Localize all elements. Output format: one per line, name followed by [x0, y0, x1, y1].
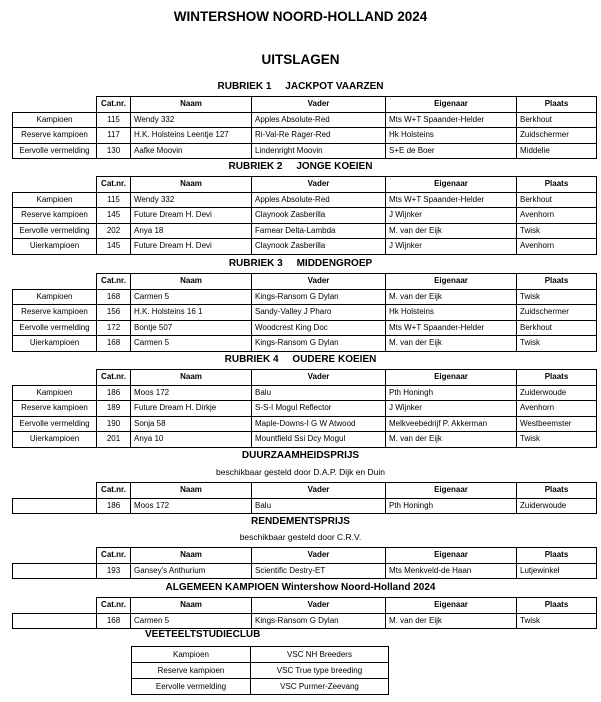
name-cell: Anya 10 [131, 432, 252, 448]
catnr-cell: 130 [97, 143, 131, 159]
name-cell: Moos 172 [131, 385, 252, 401]
column-header: Naam [131, 370, 252, 386]
catnr-cell: 172 [97, 320, 131, 336]
name-cell: Future Dream H. Dirkje [131, 401, 252, 417]
place-cell: Zuidschermer [517, 128, 597, 144]
table-row [13, 416, 597, 432]
column-header: Eigenaar [386, 274, 517, 290]
award-cell: Eervolle vermelding [13, 320, 97, 336]
sire-cell: Claynook Zasberilla [252, 239, 386, 255]
header-blank-cell [13, 548, 97, 564]
column-header: Plaats [517, 548, 597, 564]
column-header: Plaats [517, 97, 597, 113]
column-header: Vader [252, 598, 386, 614]
header-blank-cell [13, 598, 97, 614]
name-cell: Carmen 5 [131, 336, 252, 352]
club-name-cell: VSC Purmer-Zeevang [251, 679, 389, 695]
table-row [13, 239, 597, 255]
sire-cell: S-S-I Mogul Reflector [252, 401, 386, 417]
column-header: Plaats [517, 274, 597, 290]
place-cell: Lutjewinkel [517, 563, 597, 579]
table-row [13, 143, 597, 159]
name-cell: Carmen 5 [131, 613, 252, 629]
award-cell: Reserve kampioen [13, 305, 97, 321]
place-cell: Twisk [517, 613, 597, 629]
results-table [12, 369, 597, 448]
column-header: Vader [252, 274, 386, 290]
name-cell: H.K. Holsteins Leentje 127 [131, 128, 252, 144]
catnr-cell: 168 [97, 336, 131, 352]
catnr-cell: 145 [97, 208, 131, 224]
column-header: Cat.nr. [97, 177, 131, 193]
results-table [12, 96, 597, 159]
club-name-cell: VSC NH Breeders [251, 647, 389, 663]
owner-cell: Mts W+T Spaander-Helder [386, 112, 517, 128]
column-header: Naam [131, 97, 252, 113]
section-heading: RUBRIEK 4 OUDERE KOEIEN [224, 354, 377, 365]
owner-cell: M. van der Eijk [386, 289, 517, 305]
owner-cell: M. van der Eijk [386, 223, 517, 239]
catnr-cell: 190 [97, 416, 131, 432]
column-header: Cat.nr. [97, 274, 131, 290]
column-header: Naam [131, 177, 252, 193]
catnr-cell: 202 [97, 223, 131, 239]
section-heading: DUURZAAMHEIDSPRIJS [241, 450, 360, 461]
catnr-cell: 193 [97, 563, 131, 579]
club-award-cell: Reserve kampioen [132, 663, 251, 679]
sire-cell: Balu [252, 385, 386, 401]
table-row [13, 305, 597, 321]
table-row [13, 192, 597, 208]
section-heading: RUBRIEK 3 MIDDENGROEP [228, 258, 373, 269]
table-row [13, 289, 597, 305]
award-cell: Kampioen [13, 112, 97, 128]
sire-cell: Apples Absolute-Red [252, 112, 386, 128]
column-header: Naam [131, 598, 252, 614]
owner-cell: M. van der Eijk [386, 432, 517, 448]
section-heading: ALGEMEEN KAMPIOEN Wintershow Noord-Holland 2024 [165, 582, 436, 593]
award-cell: Reserve kampioen [13, 208, 97, 224]
section-heading: RUBRIEK 2 JONGE KOEIEN [228, 161, 373, 172]
column-header: Vader [252, 97, 386, 113]
section-note: beschikbaar gesteld door C.R.V. [239, 532, 362, 542]
award-cell: Uierkampioen [13, 239, 97, 255]
place-cell: Berkhout [517, 320, 597, 336]
award-cell: Kampioen [13, 192, 97, 208]
owner-cell: J Wijnker [386, 239, 517, 255]
sire-cell: Kings-Ransom G Dylan [252, 613, 386, 629]
header-blank-cell [13, 370, 97, 386]
place-cell: Zuidschermer [517, 305, 597, 321]
column-header: Naam [131, 483, 252, 499]
award-cell: Eervolle vermelding [13, 223, 97, 239]
owner-cell: J Wijnker [386, 401, 517, 417]
table-header-row [13, 274, 597, 290]
place-cell: Zuiderwoude [517, 385, 597, 401]
table-row [13, 432, 597, 448]
table-row [13, 336, 597, 352]
table-row [13, 563, 597, 579]
name-cell: Gansey's Anthurium [131, 563, 252, 579]
sire-cell: Balu [252, 498, 386, 514]
sire-cell: Kings-Ransom G Dylan [252, 336, 386, 352]
name-cell: Moos 172 [131, 498, 252, 514]
owner-cell: Mts W+T Spaander-Helder [386, 192, 517, 208]
sire-cell: Apples Absolute-Red [252, 192, 386, 208]
sire-cell: Kings-Ransom G Dylan [252, 289, 386, 305]
catnr-cell: 186 [97, 385, 131, 401]
place-cell: Twisk [517, 223, 597, 239]
column-header: Eigenaar [386, 97, 517, 113]
club-table [131, 646, 389, 695]
results-table [12, 482, 597, 514]
table-header-row [13, 370, 597, 386]
name-cell: Wendy 332 [131, 112, 252, 128]
catnr-cell: 115 [97, 192, 131, 208]
column-header: Cat.nr. [97, 97, 131, 113]
column-header: Cat.nr. [97, 370, 131, 386]
section-note: beschikbaar gesteld door D.A.P. Dijk en Duin [216, 467, 385, 477]
place-cell: Westbeemster [517, 416, 597, 432]
sire-cell: Scientific Destry-ET [252, 563, 386, 579]
table-row [13, 128, 597, 144]
table-row [13, 208, 597, 224]
table-row [13, 112, 597, 128]
column-header: Eigenaar [386, 483, 517, 499]
results-table [12, 273, 597, 352]
award-cell: Eervolle vermelding [13, 416, 97, 432]
results-table [12, 176, 597, 255]
club-row [132, 663, 389, 679]
owner-cell: Melkveebedrijf P. Akkerman [386, 416, 517, 432]
catnr-cell: 201 [97, 432, 131, 448]
catnr-cell: 186 [97, 498, 131, 514]
page-subtitle: UITSLAGEN [261, 52, 340, 67]
section-heading: RENDEMENTSPRIJS [251, 516, 350, 527]
table-row [13, 498, 597, 514]
column-header: Eigenaar [386, 548, 517, 564]
column-header: Vader [252, 548, 386, 564]
name-cell: Aafke Moovin [131, 143, 252, 159]
place-cell: Berkhout [517, 192, 597, 208]
catnr-cell: 117 [97, 128, 131, 144]
award-cell: Eervolle vermelding [13, 143, 97, 159]
column-header: Plaats [517, 370, 597, 386]
catnr-cell: 145 [97, 239, 131, 255]
sire-cell: Ri-Val-Re Rager-Red [252, 128, 386, 144]
sire-cell: Mountfield Ssi Dcy Mogul [252, 432, 386, 448]
name-cell: Sonja 58 [131, 416, 252, 432]
column-header: Eigenaar [386, 598, 517, 614]
table-row [13, 385, 597, 401]
column-header: Vader [252, 370, 386, 386]
sire-cell: Maple-Downs-I G W Atwood [252, 416, 386, 432]
award-cell [13, 498, 97, 514]
results-table [12, 547, 597, 579]
name-cell: H.K. Holsteins 16 1 [131, 305, 252, 321]
header-blank-cell [13, 97, 97, 113]
place-cell: Berkhout [517, 112, 597, 128]
name-cell: Bontje 507 [131, 320, 252, 336]
club-row [132, 679, 389, 695]
owner-cell: Pth Honingh [386, 385, 517, 401]
name-cell: Wendy 332 [131, 192, 252, 208]
section-heading: RUBRIEK 1 JACKPOT VAARZEN [217, 81, 384, 92]
place-cell: Zuiderwoude [517, 498, 597, 514]
column-header: Cat.nr. [97, 548, 131, 564]
owner-cell: Pth Honingh [386, 498, 517, 514]
header-blank-cell [13, 274, 97, 290]
table-header-row [13, 598, 597, 614]
column-header: Cat.nr. [97, 483, 131, 499]
column-header: Vader [252, 483, 386, 499]
name-cell: Future Dream H. Devi [131, 239, 252, 255]
sire-cell: Farnear Delta-Lambda [252, 223, 386, 239]
place-cell: Avenhorn [517, 401, 597, 417]
place-cell: Avenhorn [517, 239, 597, 255]
owner-cell: M. van der Eijk [386, 336, 517, 352]
column-header: Naam [131, 548, 252, 564]
owner-cell: Mts Menkveld-de Haan [386, 563, 517, 579]
award-cell: Reserve kampioen [13, 401, 97, 417]
table-header-row [13, 548, 597, 564]
club-award-cell: Kampioen [132, 647, 251, 663]
award-cell: Uierkampioen [13, 336, 97, 352]
catnr-cell: 115 [97, 112, 131, 128]
sire-cell: Sandy-Valley J Pharo [252, 305, 386, 321]
page-title: WINTERSHOW NOORD-HOLLAND 2024 [173, 9, 428, 24]
award-cell: Kampioen [13, 385, 97, 401]
award-cell: Reserve kampioen [13, 128, 97, 144]
owner-cell: S+E de Boer [386, 143, 517, 159]
award-cell: Kampioen [13, 289, 97, 305]
table-row [13, 613, 597, 629]
table-header-row [13, 483, 597, 499]
place-cell: Twisk [517, 336, 597, 352]
sire-cell: Lindenright Moovin [252, 143, 386, 159]
name-cell: Anya 18 [131, 223, 252, 239]
club-heading: VEETEELTSTUDIECLUB [145, 629, 261, 640]
table-row [13, 320, 597, 336]
column-header: Plaats [517, 598, 597, 614]
place-cell: Middelie [517, 143, 597, 159]
award-cell [13, 613, 97, 629]
owner-cell: Hk Holsteins [386, 305, 517, 321]
award-cell: Uierkampioen [13, 432, 97, 448]
column-header: Vader [252, 177, 386, 193]
table-header-row [13, 177, 597, 193]
column-header: Eigenaar [386, 370, 517, 386]
name-cell: Carmen 5 [131, 289, 252, 305]
club-row [132, 647, 389, 663]
column-header: Naam [131, 274, 252, 290]
owner-cell: M. van der Eijk [386, 613, 517, 629]
catnr-cell: 168 [97, 613, 131, 629]
catnr-cell: 156 [97, 305, 131, 321]
club-name-cell: VSC True type breeding [251, 663, 389, 679]
place-cell: Avenhorn [517, 208, 597, 224]
club-award-cell: Eervolle vermelding [132, 679, 251, 695]
place-cell: Twisk [517, 289, 597, 305]
catnr-cell: 168 [97, 289, 131, 305]
sire-cell: Woodcrest King Doc [252, 320, 386, 336]
owner-cell: J Wijnker [386, 208, 517, 224]
header-blank-cell [13, 177, 97, 193]
column-header: Plaats [517, 483, 597, 499]
catnr-cell: 189 [97, 401, 131, 417]
award-cell [13, 563, 97, 579]
sire-cell: Claynook Zasberilla [252, 208, 386, 224]
column-header: Plaats [517, 177, 597, 193]
table-row [13, 223, 597, 239]
owner-cell: Hk Holsteins [386, 128, 517, 144]
owner-cell: Mts W+T Spaander-Helder [386, 320, 517, 336]
table-row [13, 401, 597, 417]
column-header: Eigenaar [386, 177, 517, 193]
name-cell: Future Dream H. Devi [131, 208, 252, 224]
table-header-row [13, 97, 597, 113]
place-cell: Twisk [517, 432, 597, 448]
column-header: Cat.nr. [97, 598, 131, 614]
header-blank-cell [13, 483, 97, 499]
results-table [12, 597, 597, 629]
